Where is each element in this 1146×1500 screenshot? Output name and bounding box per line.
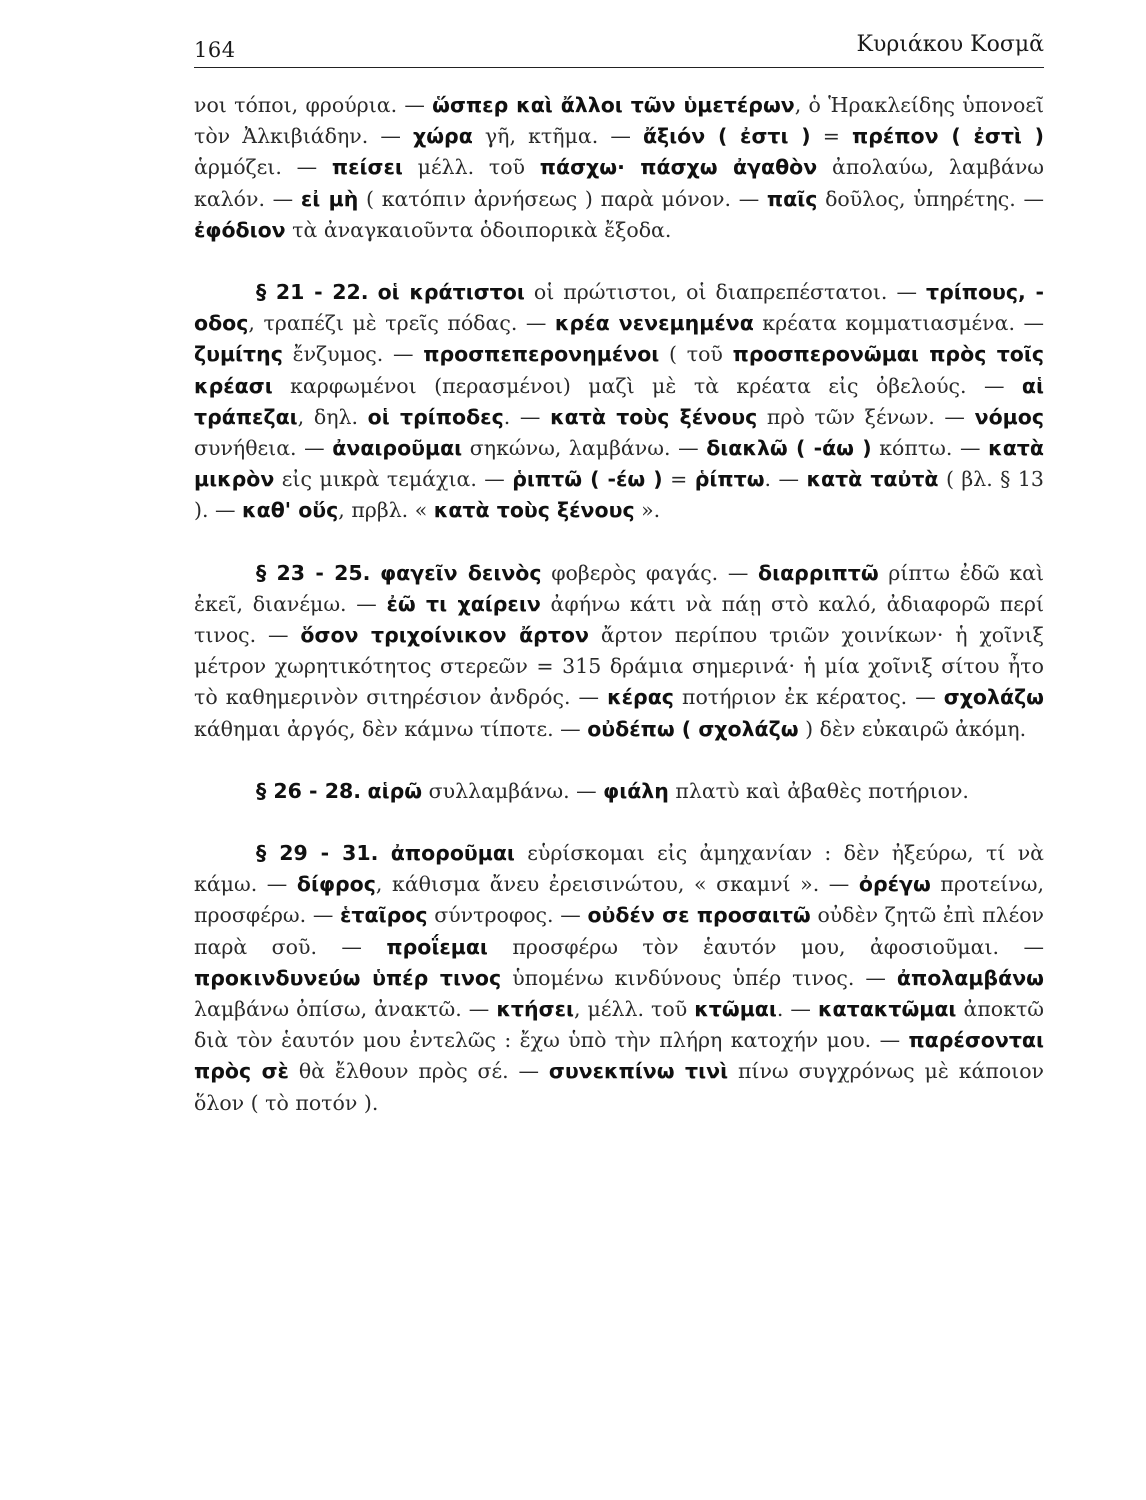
commentary-paragraph xyxy=(194,277,1044,527)
lemma: πάσχω· πάσχω ἀγαθὸν xyxy=(539,155,818,180)
gloss-text: κάθημαι ἀργός, δὲν κάμνω τίποτε. — xyxy=(194,716,588,741)
commentary-body xyxy=(194,90,1044,1119)
gloss-text: ἄρτον περίπου τριῶν χοινίκων· ἡ χοῖνιξ μέτρον χωρητικότητος στερεῶν = 315 δράμια σημερινά· ἡ μία χοῖνιξ σίτου ἦτο τὸ καθημερινὸν σιτηρέσιον ἀνδρός. — xyxy=(194,623,1044,710)
gloss-text: . — xyxy=(503,404,551,429)
lemma: ῥίπτω xyxy=(694,467,765,492)
commentary-paragraph xyxy=(194,838,1044,1119)
gloss-text: τὰ ἀναγκαιοῦντα ὁδοιπορικὰ ἔξοδα. xyxy=(285,217,672,242)
lemma: φιάλη xyxy=(603,778,669,803)
lemma: διαρριπτῶ xyxy=(758,560,879,585)
gloss-text: πίνω συγχρόνως μὲ κάποιον ὅλον ( τὸ ποτόν ). xyxy=(194,1059,1045,1115)
gloss-text: ἀφήνω κάτι νὰ πάῃ στὸ καλό, ἀδιαφορῶ περί τινος. — xyxy=(194,591,1044,648)
section-ref: § 29 - 31. xyxy=(256,841,379,866)
gloss-text: θὰ ἔλθουν πρὸς σέ. — xyxy=(288,1059,549,1084)
gloss-text: = xyxy=(662,467,695,492)
gloss-text: φοβερὸς φαγάς. — xyxy=(541,560,759,585)
lemma: καθ' οὕς xyxy=(242,498,339,523)
section-ref: § 21 - 22. xyxy=(256,280,369,305)
lemma: πρέπον ( ἐστὶ ) xyxy=(852,124,1045,149)
commentary-paragraph xyxy=(194,776,1044,807)
paragraph-gap xyxy=(194,527,1044,558)
gloss-text: εἰς μικρὰ τεμάχια. — xyxy=(274,467,513,492)
lemma: κρέα νενεμημένα xyxy=(554,311,754,336)
page-header xyxy=(194,32,1044,66)
lemma: χώρα xyxy=(413,124,473,149)
paragraph-gap xyxy=(194,807,1044,838)
lemma: οἱ τρίποδες xyxy=(367,404,504,429)
gloss-text: = xyxy=(810,124,853,149)
gloss-text: κόπτω. — xyxy=(871,436,989,461)
commentary-paragraph xyxy=(194,558,1044,745)
lemma: κτῶμαι xyxy=(694,997,777,1022)
gloss-text xyxy=(369,280,378,304)
lemma: παῖς xyxy=(766,186,818,211)
lemma: προσπεπερονημένοι xyxy=(423,342,660,367)
gloss-text: ». xyxy=(634,498,661,523)
gloss-text: ἔνζυμος. — xyxy=(282,342,424,367)
gloss-text: ( τοῦ xyxy=(659,342,733,367)
lemma: νόμος xyxy=(974,404,1044,429)
gloss-text: δοῦλος, ὑπηρέτης. — xyxy=(817,186,1044,211)
gloss-text: , κάθισμα ἄνευ ἐρεισινώτου, « σκαμνί ». — xyxy=(375,872,859,897)
lemma: ἐῶ τι χαίρειν xyxy=(386,591,541,616)
lemma: ἑταῖρος xyxy=(340,903,428,928)
lemma: ἐφόδιον xyxy=(194,217,286,242)
gloss-text: ἀποκτῶ διὰ τὸν ἑαυτόν μου ἐντελῶς : ἔχω ὑπὸ τὴν πλήρη κατοχήν μου. — xyxy=(194,997,1045,1053)
section-ref: § 23 - 25. xyxy=(256,560,371,585)
lemma: κατὰ τοὺς ξένους xyxy=(433,498,635,523)
page-number: 164 xyxy=(194,38,236,62)
gloss-text: προτείνω, προσφέρω. — xyxy=(194,872,1044,928)
gloss-text: , δηλ. xyxy=(297,404,368,429)
lemma: οἱ κράτιστοι xyxy=(377,280,525,305)
gloss-text: ( κατόπιν ἀρνήσεως ) παρὰ μόνον. — xyxy=(358,186,767,211)
lemma: κατὰ μικρὸν xyxy=(194,436,1044,492)
lemma: κατὰ τοὺς ξένους xyxy=(550,404,758,429)
gloss-text: καρφωμένοι (περασμένοι) μαζὶ μὲ τὰ κρέατα εἰς ὀβελούς. — xyxy=(272,373,1022,398)
lemma: κατακτῶμαι xyxy=(817,997,957,1022)
gloss-text: πρὸ τῶν ξένων. — xyxy=(757,404,975,429)
gloss-text: ὑπομένω κινδύνους ὑπέρ τινος. — xyxy=(501,965,897,990)
lemma: ὅσον τριχοίνικον ἄρτον xyxy=(300,623,589,648)
lemma: προκινδυνεύω ὑπέρ τινος xyxy=(194,965,502,990)
gloss-text: , ὁ Ἡρακλείδης ὑπονοεῖ τὸν Ἀλκιβιάδην. — xyxy=(194,93,1044,149)
gloss-text: , μέλλ. τοῦ xyxy=(573,997,695,1022)
lemma: διακλῶ ( -άω ) xyxy=(706,436,872,461)
lemma: ἀποροῦμαι xyxy=(390,841,515,866)
lemma: εἰ μὴ xyxy=(300,186,359,211)
header-rule xyxy=(194,67,1044,68)
lemma: κτήσει xyxy=(496,997,574,1022)
gloss-text: ( βλ. § 13 ). — xyxy=(194,467,1044,523)
lemma: οὐδέπω ( σχολάζω xyxy=(587,716,799,741)
lemma: ὀρέγω xyxy=(858,872,931,897)
lemma: προσπερονῶμαι πρὸς τοῖς κρέασι xyxy=(194,342,1044,398)
section-ref: § 26 - 28. xyxy=(256,778,362,803)
gloss-text xyxy=(370,561,380,585)
lemma: αἱρῶ xyxy=(367,778,423,803)
gloss-text: συνήθεια. — xyxy=(194,436,333,461)
lemma: κέρας xyxy=(607,685,674,710)
gloss-text xyxy=(378,841,390,865)
gloss-text: σηκώνω, λαμβάνω. — xyxy=(462,436,707,461)
gloss-text: μέλλ. τοῦ xyxy=(402,155,540,180)
gloss-text: ἁρμόζει. — xyxy=(194,155,332,180)
gloss-text: ἀπολαύω, λαμβάνω καλόν. — xyxy=(194,155,1044,211)
gloss-text: σύντροφος. — xyxy=(427,903,588,928)
lemma: συνεκπίνω τινὶ xyxy=(548,1059,729,1084)
gloss-text: , τραπέζι μὲ τρεῖς πόδας. — xyxy=(248,311,555,336)
gloss-text: νοι τόποι, φρούρια. — xyxy=(194,93,433,117)
lemma: ῥιπτῶ ( -έω ) xyxy=(512,467,663,492)
lemma: ζυμίτης xyxy=(194,342,283,367)
paragraph-gap xyxy=(194,745,1044,776)
gloss-text: ποτήριον ἐκ κέρατος. — xyxy=(673,685,944,710)
lemma: παρέσονται πρὸς σὲ xyxy=(194,1028,1044,1084)
gloss-text: οἱ πρώτιστοι, οἱ διαπρεπέστατοι. — xyxy=(524,280,926,305)
lemma: ἀναιροῦμαι xyxy=(332,436,463,461)
gloss-text: προσφέρω τὸν ἑαυτόν μου, ἀφοσιοῦμαι. — xyxy=(487,934,1044,959)
gloss-text: . — xyxy=(776,997,818,1022)
gloss-text: κρέατα κομματιασμένα. — xyxy=(753,311,1045,336)
lemma: φαγεῖν δεινὸς xyxy=(380,560,542,585)
lemma: πείσει xyxy=(331,155,403,180)
lemma: προΐεμαι xyxy=(386,934,488,959)
lemma: σχολάζω xyxy=(943,685,1044,710)
lemma: ἀπολαμβάνω xyxy=(896,965,1044,990)
lemma: κατὰ ταὐτὰ xyxy=(806,467,939,492)
lemma: τρίπους, - οδος xyxy=(194,280,1044,336)
gloss-text: συλλαμβάνω. — xyxy=(422,778,604,803)
gloss-text: οὐδὲν ζητῶ ἐπὶ πλέον παρὰ σοῦ. — xyxy=(194,903,1044,959)
lemma: οὐδέν σε προσαιτῶ xyxy=(587,903,811,928)
lemma: ἄξιόν ( ἐστι ) xyxy=(642,124,811,149)
paragraph-gap xyxy=(194,246,1044,277)
lemma: αἱ τράπεζαι xyxy=(194,373,1044,429)
gloss-text: ρίπτω ἐδῶ καὶ ἐκεῖ, διανέμω. — xyxy=(194,560,1044,616)
gloss-text: . — xyxy=(764,467,807,492)
gloss-text: λαμβάνω ὀπίσω, ἀνακτῶ. — xyxy=(194,997,497,1022)
gloss-text: εὑρίσκομαι εἰς ἀμηχανίαν : δὲν ἠξεύρω, τί νὰ κάμω. — xyxy=(194,841,1044,897)
gloss-text: ) δὲν εὐκαιρῶ ἀκόμη. xyxy=(798,716,1027,741)
gloss-text: , πρβλ. « xyxy=(338,498,434,523)
lemma: ὥσπερ καὶ ἄλλοι τῶν ὑμετέρων xyxy=(432,93,795,117)
running-head: Κυριάκου Κοσμᾶ xyxy=(856,32,1044,57)
gloss-text: πλατὺ καὶ ἀβαθὲς ποτήριον. xyxy=(668,778,969,803)
commentary-paragraph xyxy=(194,90,1044,246)
lemma: δίφρος xyxy=(296,872,376,897)
gloss-text: γῆ, κτῆμα. — xyxy=(472,124,643,149)
